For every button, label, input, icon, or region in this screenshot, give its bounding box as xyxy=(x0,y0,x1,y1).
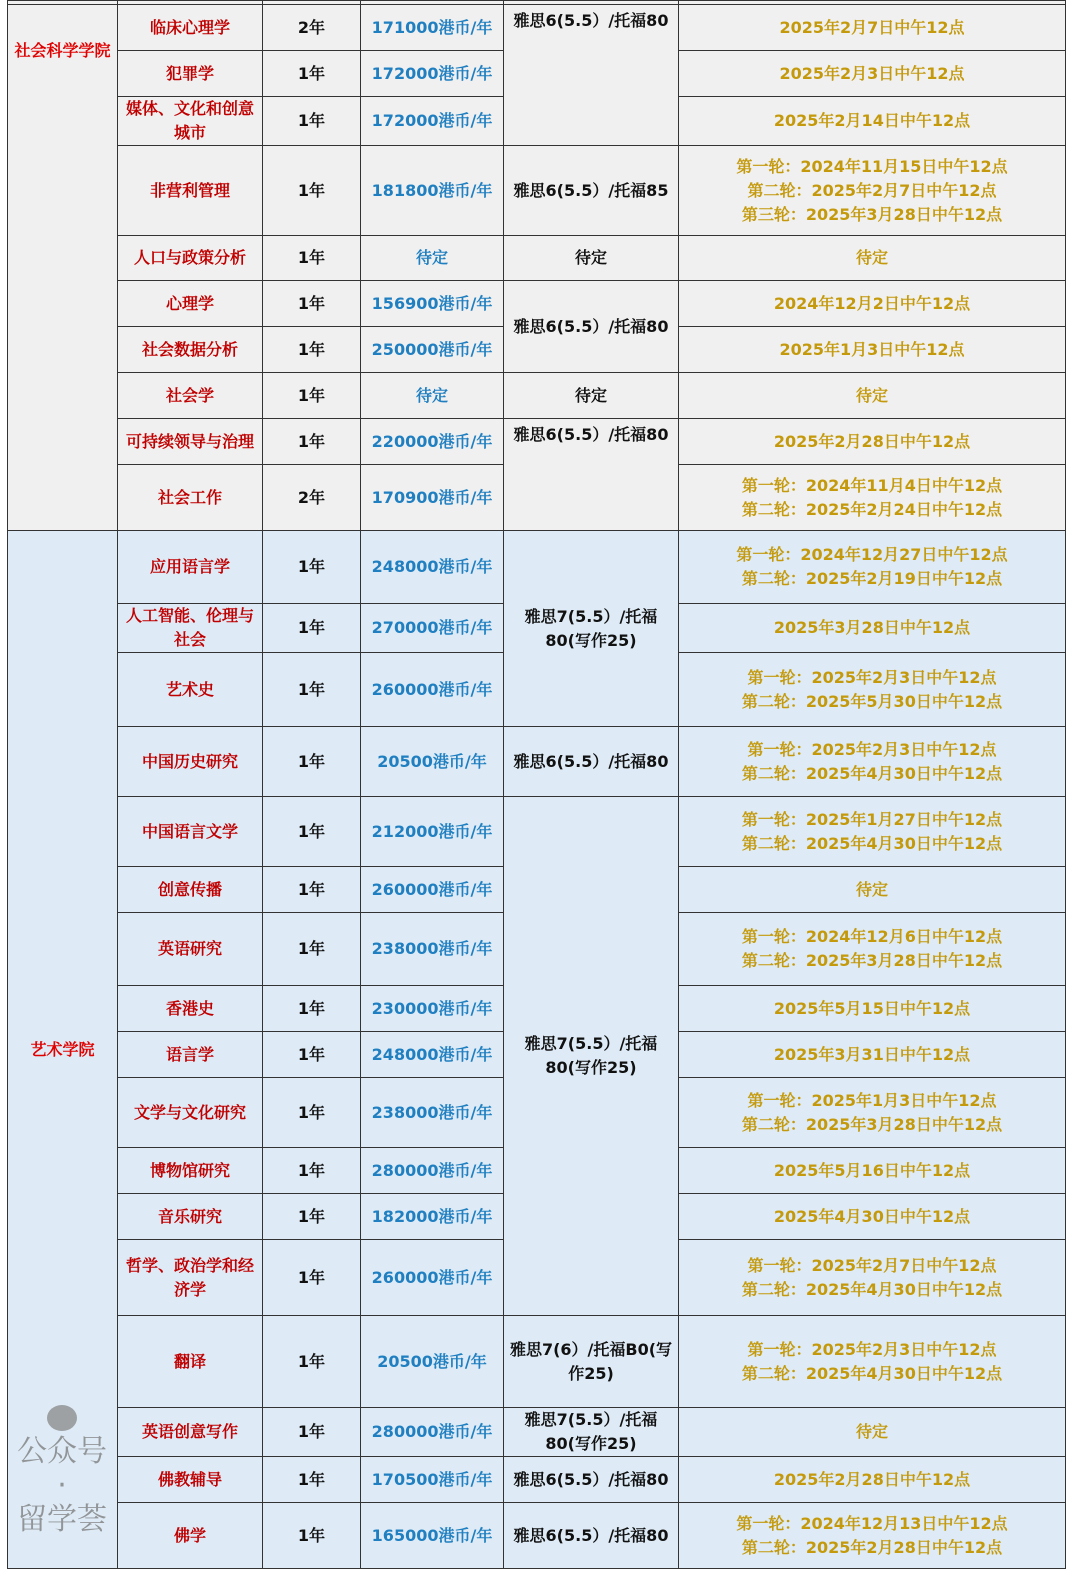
tuition: 182000港币/年 xyxy=(361,1194,504,1240)
application-deadline xyxy=(679,797,1066,867)
tuition: 250000港币/年 xyxy=(361,327,504,373)
duration: 1年 xyxy=(263,1194,361,1240)
tuition: 待定 xyxy=(361,373,504,419)
duration: 1年 xyxy=(263,797,361,867)
tuition: 170500港币/年 xyxy=(361,1457,504,1503)
watermark-line: 留学荟 xyxy=(17,1502,107,1537)
deadline-line: 第二轮：2025年3月28日中午12点 xyxy=(741,951,1003,970)
application-deadline xyxy=(679,653,1066,727)
deadline-line: 第二轮：2025年2月28日中午12点 xyxy=(741,1537,1003,1557)
duration: 1年 xyxy=(263,653,361,727)
program-name: 语言学 xyxy=(118,1032,263,1078)
application-deadline xyxy=(679,281,1066,327)
application-deadline xyxy=(679,867,1066,913)
tuition: 156900港币/年 xyxy=(361,281,504,327)
duration: 1年 xyxy=(263,1032,361,1078)
tuition: 165000港币/年 xyxy=(361,1503,504,1569)
deadline-line: 待定 xyxy=(855,385,888,405)
table-row xyxy=(8,281,1066,327)
tuition: 212000港币/年 xyxy=(361,797,504,867)
tuition: 220000港币/年 xyxy=(361,419,504,465)
tuition: 171000港币/年 xyxy=(361,5,504,51)
table-row xyxy=(8,373,1066,419)
table-row xyxy=(8,797,1066,867)
duration: 1年 xyxy=(263,867,361,913)
school-name: 艺术学院 xyxy=(8,531,118,1569)
language-requirement: 雅思7(5.5）/托福80(写作25) xyxy=(504,531,679,727)
program-name: 心理学 xyxy=(118,281,263,327)
duration: 1年 xyxy=(263,327,361,373)
application-deadline xyxy=(679,1078,1066,1148)
program-name: 临床心理学 xyxy=(118,5,263,51)
deadline-line: 第二轮：2025年2月19日中午12点 xyxy=(741,569,1003,588)
program-name: 佛教辅导 xyxy=(118,1457,263,1503)
application-deadline xyxy=(679,465,1066,531)
application-deadline xyxy=(679,727,1066,797)
application-deadline xyxy=(679,531,1066,604)
watermark-text xyxy=(9,1435,115,1537)
application-deadline xyxy=(679,986,1066,1032)
tuition: 260000港币/年 xyxy=(361,1240,504,1316)
deadline-line: 待定 xyxy=(855,248,888,267)
program-name: 佛学 xyxy=(118,1503,263,1569)
duration: 1年 xyxy=(263,373,361,419)
language-requirement: 待定 xyxy=(504,236,679,281)
language-requirement: 雅思6(5.5）/托福85 xyxy=(504,146,679,236)
table-row xyxy=(8,236,1066,281)
application-deadline xyxy=(679,373,1066,419)
program-name: 音乐研究 xyxy=(118,1194,263,1240)
tuition: 238000港币/年 xyxy=(361,1078,504,1148)
duration: 1年 xyxy=(263,97,361,146)
deadline-line: 第一轮：2024年11月4日中午12点 xyxy=(741,475,1003,495)
language-requirement: 雅思6(5.5）/托福80 xyxy=(504,1457,679,1503)
table-row xyxy=(8,1408,1066,1457)
program-name: 香港史 xyxy=(118,986,263,1032)
application-deadline xyxy=(679,236,1066,281)
deadline-line: 2025年2月28日中午12点 xyxy=(773,431,971,451)
deadline-line: 第一轮：2024年12月13日中午12点 xyxy=(736,1513,1008,1533)
tuition: 280000港币/年 xyxy=(361,1148,504,1194)
program-name: 犯罪学 xyxy=(118,51,263,97)
tuition: 待定 xyxy=(361,236,504,281)
language-requirement: 雅思6(5.5）/托福80 xyxy=(504,281,679,373)
duration: 1年 xyxy=(263,604,361,653)
duration: 1年 xyxy=(263,236,361,281)
programs-table xyxy=(7,0,1066,1569)
application-deadline xyxy=(679,913,1066,986)
duration: 1年 xyxy=(263,1457,361,1503)
deadline-line: 第一轮：2024年12月27日中午12点 xyxy=(736,545,1008,564)
duration: 1年 xyxy=(263,531,361,604)
deadline-line: 2025年1月3日中午12点 xyxy=(779,339,965,359)
duration: 1年 xyxy=(263,51,361,97)
application-deadline xyxy=(679,1503,1066,1569)
deadline-line: 2025年3月31日中午12点 xyxy=(773,1044,971,1064)
tuition: 181800港币/年 xyxy=(361,146,504,236)
program-name: 艺术史 xyxy=(118,653,263,727)
duration: 1年 xyxy=(263,146,361,236)
tuition: 260000港币/年 xyxy=(361,867,504,913)
deadline-line: 第一轮：2024年11月15日中午12点 xyxy=(736,156,1008,176)
application-deadline xyxy=(679,1240,1066,1316)
program-name: 哲学、政治学和经济学 xyxy=(118,1240,263,1316)
deadline-line: 第二轮：2025年4月30日中午12点 xyxy=(741,1279,1003,1299)
tuition: 230000港币/年 xyxy=(361,986,504,1032)
tuition: 270000港币/年 xyxy=(361,604,504,653)
watermark-line: · xyxy=(57,1468,67,1503)
duration: 1年 xyxy=(263,727,361,797)
deadline-line: 第一轮：2025年2月3日中午12点 xyxy=(747,1339,997,1359)
deadline-line: 第二轮：2025年2月7日中午12点 xyxy=(747,180,997,200)
tuition: 238000港币/年 xyxy=(361,913,504,986)
table-row xyxy=(8,146,1066,236)
tuition: 20500港币/年 xyxy=(361,727,504,797)
language-requirement: 雅思7(5.5）/托福80(写作25) xyxy=(504,797,679,1316)
table-row xyxy=(8,419,1066,465)
duration: 1年 xyxy=(263,1503,361,1569)
application-deadline xyxy=(679,419,1066,465)
program-name: 英语创意写作 xyxy=(118,1408,263,1457)
language-requirement: 雅思6(5.5）/托福80 xyxy=(504,1503,679,1569)
deadline-line: 第二轮：2025年5月30日中午12点 xyxy=(741,691,1003,711)
deadline-line: 2025年2月7日中午12点 xyxy=(779,17,965,37)
deadline-line: 第一轮：2024年12月6日中午12点 xyxy=(741,927,1003,946)
program-name: 中国语言文学 xyxy=(118,797,263,867)
deadline-line: 待定 xyxy=(855,1422,888,1441)
school-name: 社会科学学院 xyxy=(8,5,118,531)
tuition: 20500港币/年 xyxy=(361,1316,504,1408)
deadline-line: 第一轮：2025年2月7日中午12点 xyxy=(747,1255,997,1275)
program-name: 社会工作 xyxy=(118,465,263,531)
program-name: 人工智能、伦理与社会 xyxy=(118,604,263,653)
program-name: 非营利管理 xyxy=(118,146,263,236)
language-requirement: 雅思7(6）/托福B0(写作25) xyxy=(504,1316,679,1408)
deadline-line: 第二轮：2025年4月30日中午12点 xyxy=(741,833,1003,853)
program-name: 翻译 xyxy=(118,1316,263,1408)
deadline-line: 2025年2月28日中午12点 xyxy=(773,1469,971,1489)
application-deadline xyxy=(679,1408,1066,1457)
program-name: 中国历史研究 xyxy=(118,727,263,797)
tuition: 248000港币/年 xyxy=(361,1032,504,1078)
language-requirement: 雅思6(5.5）/托福80 xyxy=(504,5,679,146)
program-name: 社会数据分析 xyxy=(118,327,263,373)
duration: 1年 xyxy=(263,986,361,1032)
duration: 1年 xyxy=(263,1148,361,1194)
program-name: 应用语言学 xyxy=(118,531,263,604)
table-row xyxy=(8,1316,1066,1408)
duration: 1年 xyxy=(263,913,361,986)
watermark-line: 公众号 xyxy=(17,1434,107,1469)
duration: 2年 xyxy=(263,465,361,531)
deadline-line: 2024年12月2日中午12点 xyxy=(773,293,971,313)
deadline-line: 第一轮：2025年1月3日中午12点 xyxy=(747,1090,997,1110)
deadline-line: 2025年3月28日中午12点 xyxy=(773,618,971,637)
application-deadline xyxy=(679,1457,1066,1503)
deadline-line: 2025年2月3日中午12点 xyxy=(779,63,965,83)
application-deadline xyxy=(679,5,1066,51)
language-requirement: 待定 xyxy=(504,373,679,419)
application-deadline xyxy=(679,604,1066,653)
tuition: 172000港币/年 xyxy=(361,51,504,97)
application-deadline xyxy=(679,97,1066,146)
duration: 1年 xyxy=(263,419,361,465)
deadline-line: 2025年5月15日中午12点 xyxy=(773,998,971,1018)
language-requirement: 雅思6(5.5）/托福80 xyxy=(504,727,679,797)
application-deadline xyxy=(679,1194,1066,1240)
duration: 1年 xyxy=(263,281,361,327)
program-name: 文学与文化研究 xyxy=(118,1078,263,1148)
duration: 1年 xyxy=(263,1316,361,1408)
deadline-line: 第二轮：2025年2月24日中午12点 xyxy=(741,499,1003,519)
application-deadline xyxy=(679,1148,1066,1194)
table-row xyxy=(8,727,1066,797)
deadline-line: 第一轮：2025年2月3日中午12点 xyxy=(747,667,997,687)
program-name: 博物馆研究 xyxy=(118,1148,263,1194)
tuition: 170900港币/年 xyxy=(361,465,504,531)
tuition: 280000港币/年 xyxy=(361,1408,504,1457)
duration: 1年 xyxy=(263,1078,361,1148)
duration: 1年 xyxy=(263,1240,361,1316)
program-name: 社会学 xyxy=(118,373,263,419)
duration: 1年 xyxy=(263,1408,361,1457)
program-name: 人口与政策分析 xyxy=(118,236,263,281)
deadline-line: 第三轮：2025年3月28日中午12点 xyxy=(741,204,1003,224)
table-row xyxy=(8,5,1066,51)
program-name: 创意传播 xyxy=(118,867,263,913)
watermark xyxy=(9,1405,115,1537)
deadline-line: 第一轮：2025年2月3日中午12点 xyxy=(747,739,997,759)
deadline-line: 第二轮：2025年4月30日中午12点 xyxy=(741,1363,1003,1383)
duration: 2年 xyxy=(263,5,361,51)
language-requirement: 雅思7(5.5）/托福80(写作25) xyxy=(504,1408,679,1457)
application-deadline xyxy=(679,51,1066,97)
program-name: 媒体、文化和创意城市 xyxy=(118,97,263,146)
application-deadline xyxy=(679,1032,1066,1078)
table-row xyxy=(8,1457,1066,1503)
tuition: 172000港币/年 xyxy=(361,97,504,146)
application-deadline xyxy=(679,1316,1066,1408)
deadline-line: 待定 xyxy=(855,879,888,899)
tuition: 260000港币/年 xyxy=(361,653,504,727)
deadline-line: 2025年4月30日中午12点 xyxy=(773,1206,971,1226)
application-deadline xyxy=(679,327,1066,373)
tuition: 248000港币/年 xyxy=(361,531,504,604)
deadline-line: 2025年5月16日中午12点 xyxy=(773,1160,971,1180)
language-requirement: 雅思6(5.5）/托福80 xyxy=(504,419,679,531)
deadline-line: 第二轮：2025年3月28日中午12点 xyxy=(741,1114,1003,1134)
program-name: 可持续领导与治理 xyxy=(118,419,263,465)
table-row xyxy=(8,531,1066,604)
table-row xyxy=(8,1503,1066,1569)
deadline-line: 第二轮：2025年4月30日中午12点 xyxy=(741,763,1003,783)
program-name: 英语研究 xyxy=(118,913,263,986)
deadline-line: 2025年2月14日中午12点 xyxy=(773,111,971,130)
wechat-icon xyxy=(47,1405,77,1431)
application-deadline xyxy=(679,146,1066,236)
deadline-line: 第一轮：2025年1月27日中午12点 xyxy=(741,809,1003,829)
